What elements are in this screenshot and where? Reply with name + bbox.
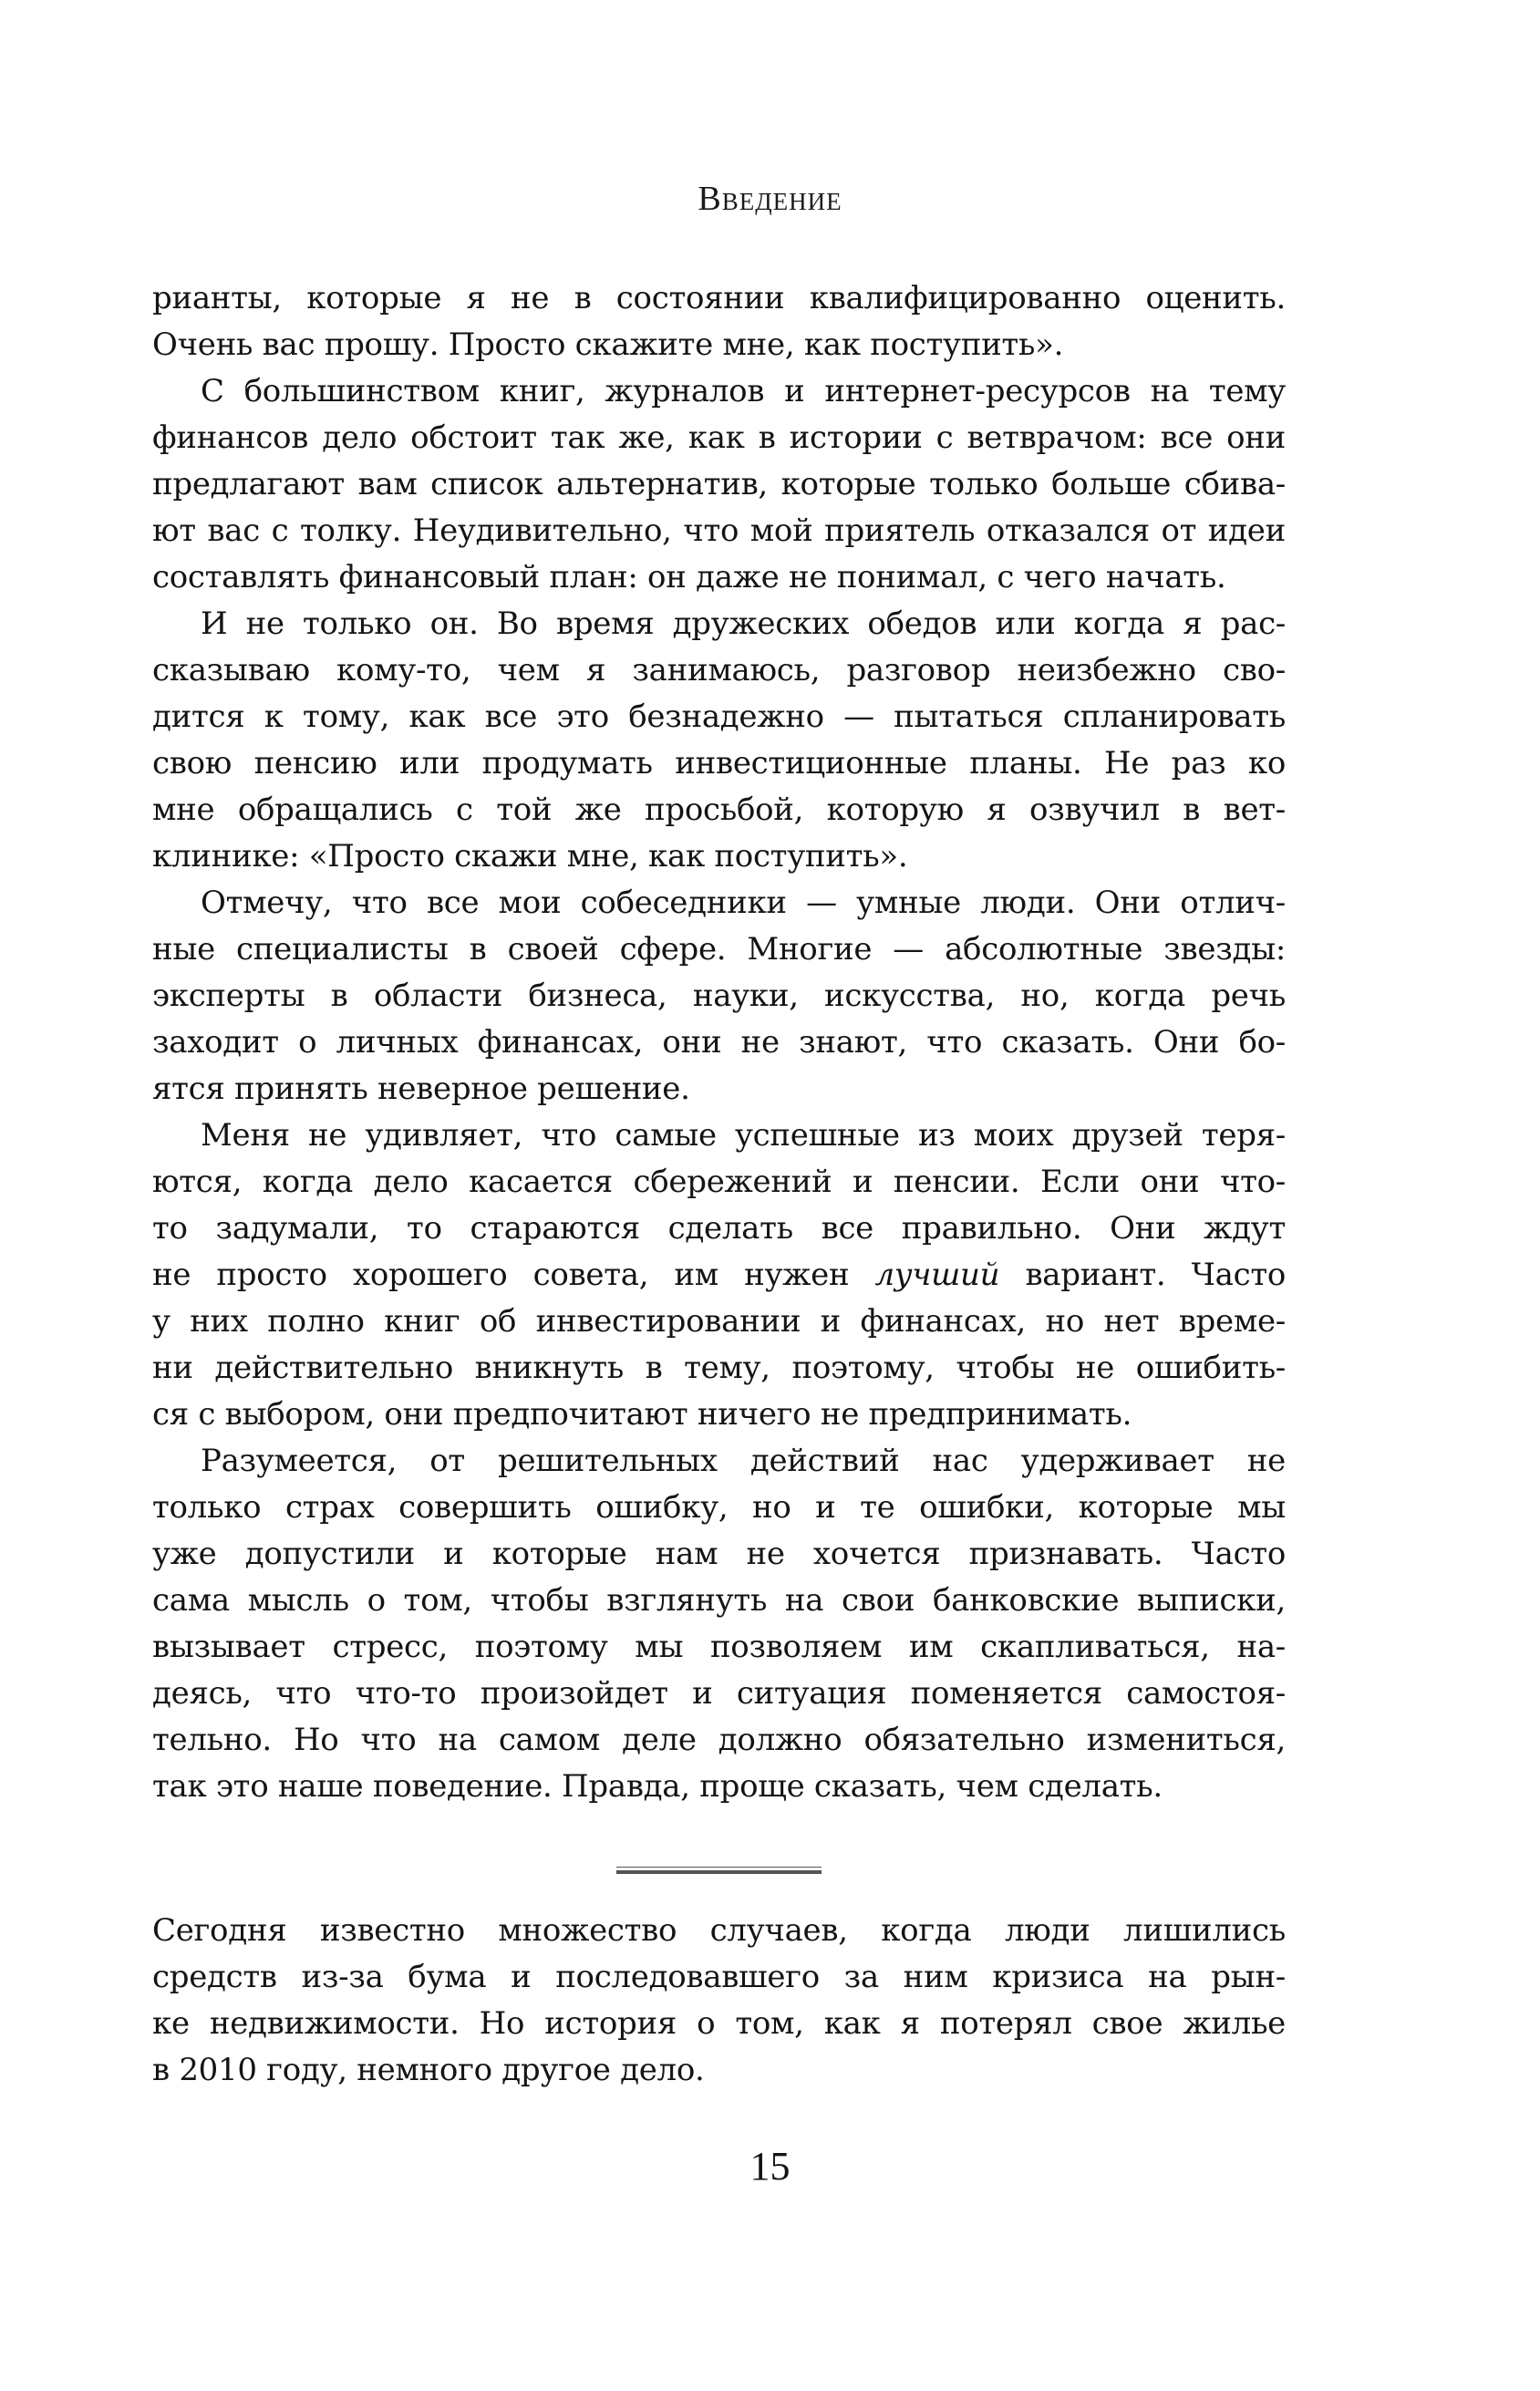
text-line: ся с выбором, они предпочитают ничего не предпринимать. [152,1396,1132,1433]
text-line-with-emphasis [152,1252,1286,1299]
paragraph-first-line: С большинством книг, журналов и интернет-ресурсов на тему [201,373,1286,409]
text-line: ются, когда дело касается сбережений и пенсии. Если они что- [152,1164,1286,1200]
page-number: 15 [749,2144,791,2189]
section-two-text [152,1908,1286,2094]
separator-thin-line [616,1867,822,1868]
text-line: у них полно книг об инвестировании и финансах, но нет време- [152,1303,1286,1340]
text-line: предлагают вам список альтернатив, которые только больше сбива- [152,466,1286,502]
text-line: финансов дело обстоит так же, как в истории с ветврачом: все они [152,419,1286,456]
paragraph-first-line: И не только он. Во время дружеских обедов или когда я рас- [201,606,1286,642]
body-text [152,275,1286,1810]
text-line: ные специалисты в своей сфере. Многие — абсолютные звезды: [152,931,1286,968]
separator-thick-line [616,1870,822,1874]
text-line: рианты, которые я не в состоянии квалифицированно оценить. [152,280,1286,316]
text-line: только страх совершить ошибку, но и те ошибки, которые мы [152,1489,1286,1526]
text-line: ке недвижимости. Но история о том, как я потерял свое жилье [152,2005,1286,2042]
text-segment: не просто хорошего совета, им нужен [152,1257,875,1293]
paragraph-first-line: Разумеется, от решительных действий нас удерживает не [201,1443,1286,1479]
text-line: свою пенсию или продумать инвестиционные планы. Не раз ко [152,745,1286,781]
text-line: тельно. Но что на самом деле должно обязательно измениться, [152,1722,1286,1758]
text-line: вызывает стресс, поэтому мы позволяем им скапливаться, на- [152,1629,1286,1665]
text-line: средств из-за бума и последовавшего за ним кризиса на рын- [152,1959,1286,1995]
text-line: эксперты в области бизнеса, науки, искусства, но, когда речь [152,978,1286,1014]
text-line: ятся принять неверное решение. [152,1071,690,1107]
text-line: то задумали, то стараются сделать все правильно. Они ждут [152,1210,1286,1247]
text-line: деясь, что что-то произойдет и ситуация поменяется самостоя- [152,1675,1286,1712]
text-line: ни действительно вникнуть в тему, поэтому, чтобы не ошибить- [152,1350,1286,1386]
text-line: так это наше поведение. Правда, проще сказать, чем сделать. [152,1768,1163,1805]
text-line: уже допустили и которые нам не хочется признавать. Часто [152,1536,1286,1572]
text-line: клинике: «Просто скажи мне, как поступить». [152,838,908,875]
text-line: Очень вас прошу. Просто скажите мне, как поступить». [152,326,1064,363]
text-line: Сегодня известно множество случаев, когда люди лишились [152,1912,1286,1949]
text-line: в 2010 году, немного другое дело. [152,2052,705,2088]
text-line: мне обращались с той же просьбой, которую я озвучил в вет- [152,792,1286,828]
text-line: дится к тому, как все это безнадежно — пытаться спланировать [152,699,1286,735]
text-line: сказываю кому-то, чем я занимаюсь, разговор неизбежно сво- [152,652,1286,688]
running-head-title: Введение [698,180,842,218]
text-line: заходит о личных финансах, они не знают, что сказать. Они бо- [152,1024,1286,1061]
text-line: ют вас с толку. Неудивительно, что мой приятель отказался от идеи [152,512,1286,549]
text-line: составлять финансовый план: он даже не понимал, с чего начать. [152,559,1226,595]
text-segment: вариант. Часто [999,1257,1287,1293]
text-line: сама мысль о том, чтобы взглянуть на свои банковские выписки, [152,1582,1286,1619]
section-separator-rule [616,1867,822,1876]
paragraph-first-line: Отмечу, что все мои собеседники — умные люди. Они отлич- [201,885,1286,921]
emphasis-word: лучший [874,1257,1000,1293]
paragraph-first-line: Меня не удивляет, что самые успешные из моих друзей теря- [201,1117,1286,1154]
